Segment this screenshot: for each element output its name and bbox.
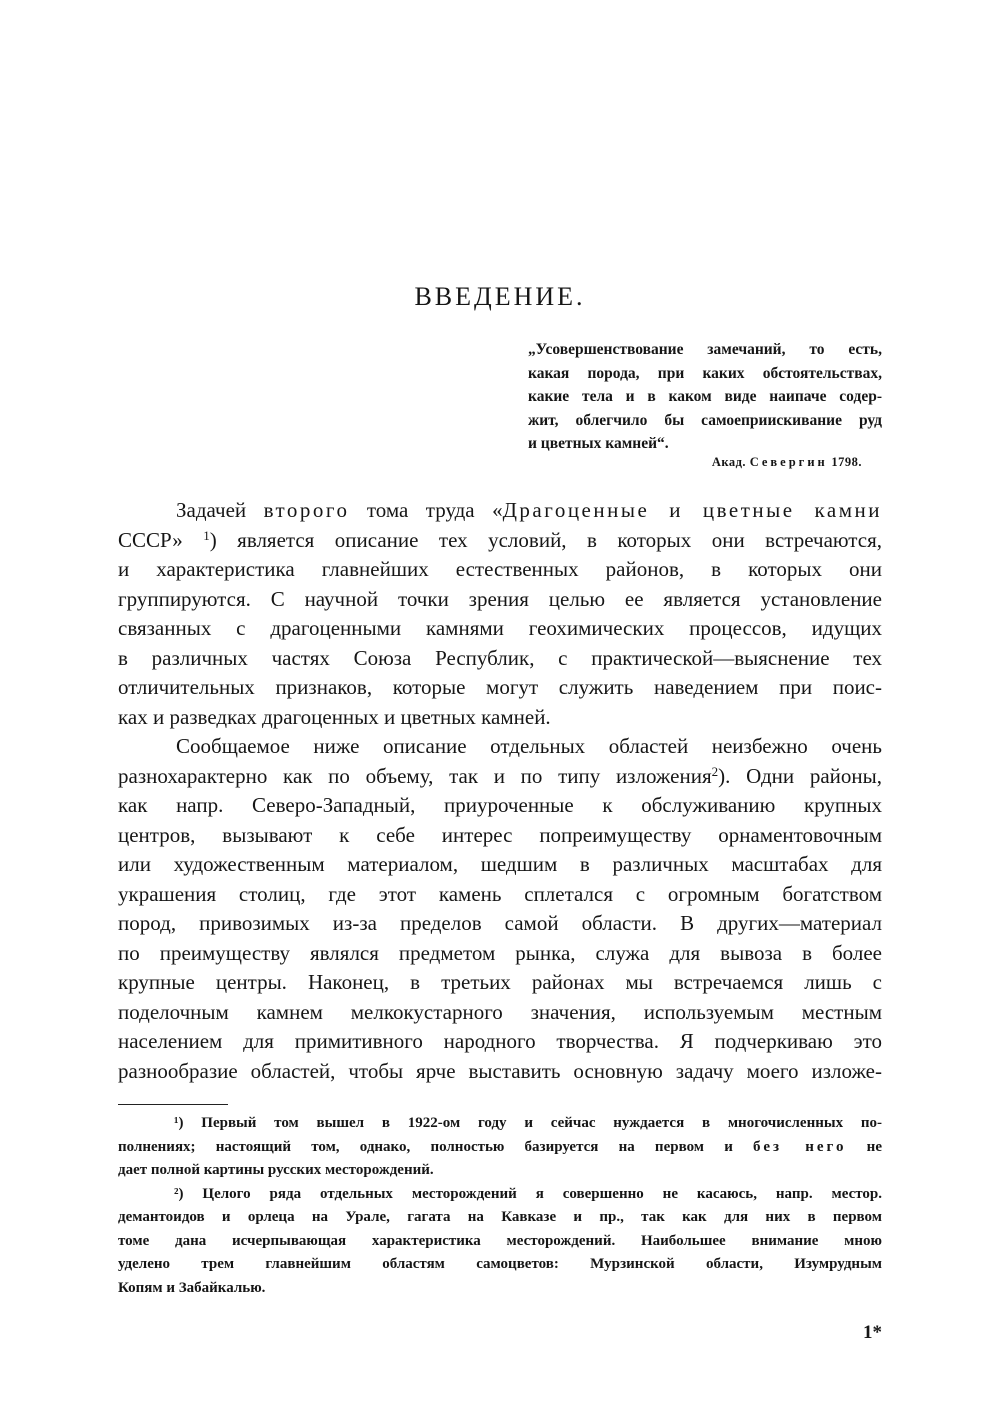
text-line: крупные центры. Наконец, в третьих районах мы встречаемся лишь с	[118, 970, 882, 994]
paragraph-1	[118, 496, 882, 732]
footnotes	[118, 1112, 882, 1300]
footnote-2	[118, 1183, 882, 1301]
text-fragment: не	[846, 1138, 882, 1155]
text-line: по преимуществу являлся предметом рынка, служа для вывоза в более	[118, 940, 882, 965]
footnote-line: ¹) Первый том вышел в 1922-ом году и сейчас нуждается в многочисленных по-	[174, 1115, 882, 1131]
footnote-line: уделено трем главнейшим областям самоцветов: Мурзинской области, Изумрудным	[118, 1256, 882, 1272]
text-line	[118, 526, 882, 556]
text-line: или художественным материалом, шедшим в различных масштабах для	[118, 852, 882, 876]
footnote-ref: 1	[203, 527, 210, 543]
epigraph-line: и цветных камней“.	[528, 435, 669, 452]
text-fragment: ). Одни районы,	[718, 763, 882, 788]
footnote-divider	[118, 1104, 228, 1105]
text-line: в различных частях Союза Республик, с практической—выяснение тех	[118, 645, 882, 670]
text-line	[118, 762, 882, 792]
attribution-year: 1798.	[831, 455, 862, 469]
text-line: населением для примитивного народного творчества. Я подчеркиваю это	[118, 1029, 882, 1053]
text-line	[118, 496, 882, 526]
page-number: 1*	[863, 1322, 882, 1343]
text-line: разнообразие областей, чтобы ярче выставить основную задачу моего изложе-	[118, 1058, 882, 1083]
epigraph-attribution	[600, 455, 862, 470]
text-fragment: ) является описание тех условий, в которых они встречаются,	[209, 527, 882, 552]
text-line: отличительных признаков, которые могут служить наведением при поис-	[118, 675, 882, 699]
text-line: связанных с драгоценными камнями геохимических процессов, идущих	[118, 616, 882, 640]
text-line: поделочным камнем мелкокустарного значения, используемым местным	[118, 999, 882, 1024]
text-line: как напр. Северо-Западный, приуроченные к обслуживанию крупных	[118, 793, 882, 817]
footnote-line: ²) Целого ряда отдельных месторождений я совершенно не касаюсь, напр. местор.	[174, 1185, 882, 1202]
text-line: украшения столиц, где этот камень сплетался с огромным богатством	[118, 881, 882, 906]
epigraph-line: какие тела и в каком виде наипаче содер-	[528, 388, 882, 405]
text-fragment: полнениях; настоящий том, однако, полностью базируется на первом и	[118, 1138, 754, 1155]
text-line: Сообщаемое ниже описание отдельных областей неизбежно очень	[176, 734, 882, 758]
footnote-ref: 2	[711, 763, 719, 779]
attribution-prefix: Акад.	[711, 455, 747, 469]
footnote-line	[118, 1136, 882, 1160]
emphasis-text: второго	[263, 498, 350, 522]
footnote-line: томе дана исчерпывающая характеристика месторождений. Наибольшее внимание мною	[118, 1232, 882, 1249]
book-title: Драгоценные и цветные камни	[502, 498, 882, 522]
epigraph-line: „Усовершенствование замечаний, то есть,	[528, 341, 882, 358]
page-title: ВВЕДЕНИЕ.	[414, 282, 586, 311]
epigraph-line: какая порода, при каких обстоятельствах,	[528, 364, 882, 382]
text-line: ках и разведках драгоценных и цветных камней.	[118, 704, 551, 729]
epigraph	[528, 338, 882, 456]
text-line: и характеристика главнейших естественных районов, в которых они	[118, 557, 882, 581]
footnote-1	[118, 1112, 882, 1183]
attribution-name: Севергин	[749, 455, 828, 469]
epigraph-line: жит, облегчило бы самоеприискивание руд	[528, 411, 882, 429]
text-line: пород, привозимых из-за пределов самой области. В других—материал	[118, 911, 882, 935]
text-fragment: СССР»	[118, 527, 204, 552]
text-line: группируются. С научной точки зрения целью ее является установление	[118, 586, 882, 611]
text-fragment: тома труда «	[349, 498, 503, 522]
text-fragment: разнохарактерно как по объему, так и по типу изложения	[118, 763, 712, 788]
footnote-line: Копям и Забайкалью.	[118, 1279, 266, 1296]
main-text	[118, 496, 882, 1086]
footnote-line: демантоидов и орлеца на Урале, гагата на Кавказе и пр., так как для них в первом	[118, 1209, 882, 1225]
text-fragment: Задачей	[176, 498, 264, 522]
paragraph-2	[118, 732, 882, 1086]
emphasis-text: без него	[753, 1138, 847, 1155]
footnote-line: дает полной картины русских месторождений.	[118, 1162, 434, 1178]
text-line: центров, вызывают к себе интерес попреимуществу орнаментовочным	[118, 822, 882, 847]
